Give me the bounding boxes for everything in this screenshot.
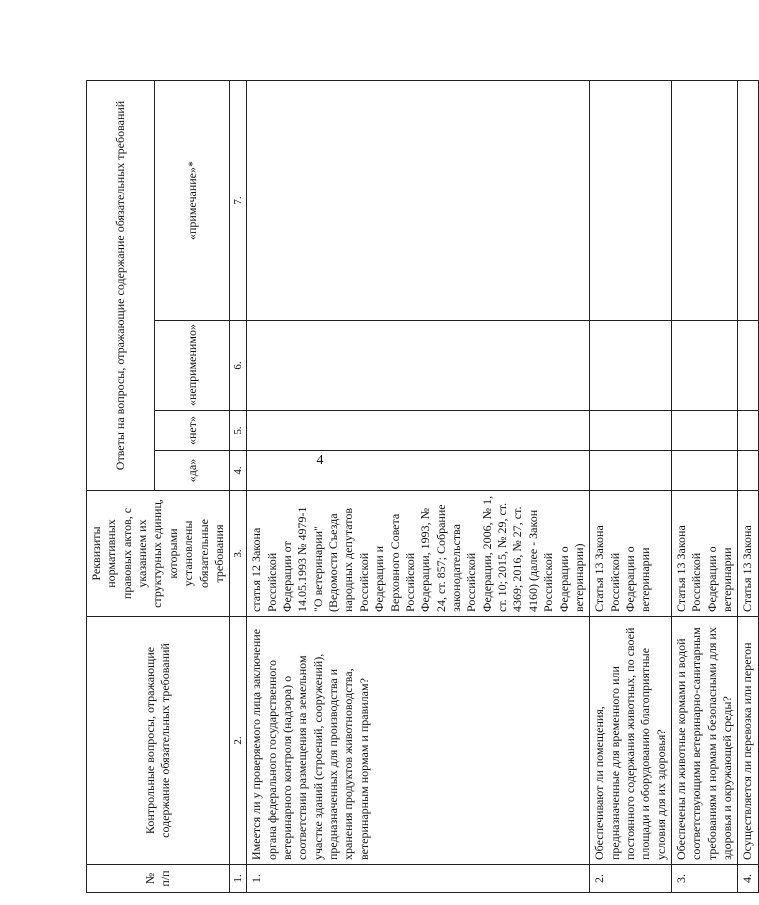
row-num: 4.: [738, 865, 758, 893]
answer-na-cell[interactable]: [738, 321, 758, 411]
header-row-1: [87, 81, 155, 893]
answer-no-cell[interactable]: [247, 411, 590, 451]
column-number-row: [230, 81, 247, 893]
checklist-table: [86, 80, 759, 893]
row-question: Осуществляется ли перевозка или перегон: [738, 617, 758, 865]
answer-na-cell[interactable]: [672, 321, 738, 411]
colnum-5: 5.: [230, 411, 247, 451]
colnum-4: 4.: [230, 451, 247, 491]
header-na: «неприменимо»: [155, 321, 230, 411]
colnum-2: 2.: [230, 617, 247, 865]
page-number: 4: [316, 453, 324, 468]
row-question: Обеспечивают ли помещения, предназначенные для временного или постоянного содержания животных, по своей площади и оборудованию благоприятные условия для их здоровья?: [590, 617, 672, 865]
answer-note-cell[interactable]: [738, 81, 758, 321]
table-row: [672, 81, 738, 893]
header-note: «примечание»*: [155, 81, 230, 321]
row-num: 3.: [672, 865, 738, 893]
answer-yes-cell[interactable]: [738, 451, 758, 491]
row-question: Имеется ли у проверяемого лица заключение органа федерального государственного ветеринарного контроля (надзора) о соответствии размещения на земельном участке зданий (строений, сооружений), предназначенных для производства и хранения продуктов животноводства, ветеринарным нормам и правилам?: [247, 617, 590, 865]
header-question: Контрольные вопросы, отражающие содержание обязательных требований: [87, 617, 230, 865]
colnum-3: 3.: [230, 491, 247, 617]
answer-yes-cell[interactable]: [590, 451, 672, 491]
header-no: «нет»: [155, 411, 230, 451]
row-num: 2.: [590, 865, 672, 893]
answer-no-cell[interactable]: [590, 411, 672, 451]
answer-na-cell[interactable]: [590, 321, 672, 411]
colnum-6: 6.: [230, 321, 247, 411]
row-requisites: Статья 13 Закона Российской Федерации о ветеринарии: [672, 491, 738, 617]
colnum-7: 7.: [230, 81, 247, 321]
answer-note-cell[interactable]: [247, 81, 590, 321]
table-row: [247, 81, 590, 893]
answer-no-cell[interactable]: [672, 411, 738, 451]
answer-no-cell[interactable]: [738, 411, 758, 451]
header-yes: «да»: [155, 451, 230, 491]
answer-note-cell[interactable]: [590, 81, 672, 321]
row-requisites: Статья 13 Закона Российской Федерации о ветеринарии: [590, 491, 672, 617]
header-num: № п/п: [87, 865, 230, 893]
row-requisites: Статья 13 Закона: [738, 491, 758, 617]
row-num: 1.: [247, 865, 590, 893]
header-requisites: Реквизиты нормативных правовых актов, с указанием их структурных единиц, которыми установлены обязательные требования: [87, 491, 230, 617]
table-row: [590, 81, 672, 893]
answer-note-cell[interactable]: [672, 81, 738, 321]
colnum-1: 1.: [230, 865, 247, 893]
row-question: Обеспечены ли животные кормами и водой соответствующими ветеринарно-санитарным требованиям и нормам и безопасными для их здоровья и окружающей среды?: [672, 617, 738, 865]
answer-yes-cell[interactable]: [672, 451, 738, 491]
row-requisites: статья 12 Закона Российской Федерации от 14.05.1993 № 4979-1 "О ветеринарии" (Ведомости Съезда народных депутатов Российской Федерации и Верховного Совета Российской Федерации, 1993, № 24, ст. 857; Собрание законодательства Российской Федерации, 2006, № 1, ст. 10; 2015, № 29, ст. 4369; 2016, № 27, ст. 4160) (далее - Закон Российской Федерации о ветеринарии): [247, 491, 590, 617]
table-row: [738, 81, 758, 893]
answer-na-cell[interactable]: [247, 321, 590, 411]
header-answers: Ответы на вопросы, отражающие содержание обязательных требований: [87, 81, 155, 491]
rotated-table-container: [86, 81, 755, 893]
answer-yes-cell[interactable]: [247, 451, 590, 491]
